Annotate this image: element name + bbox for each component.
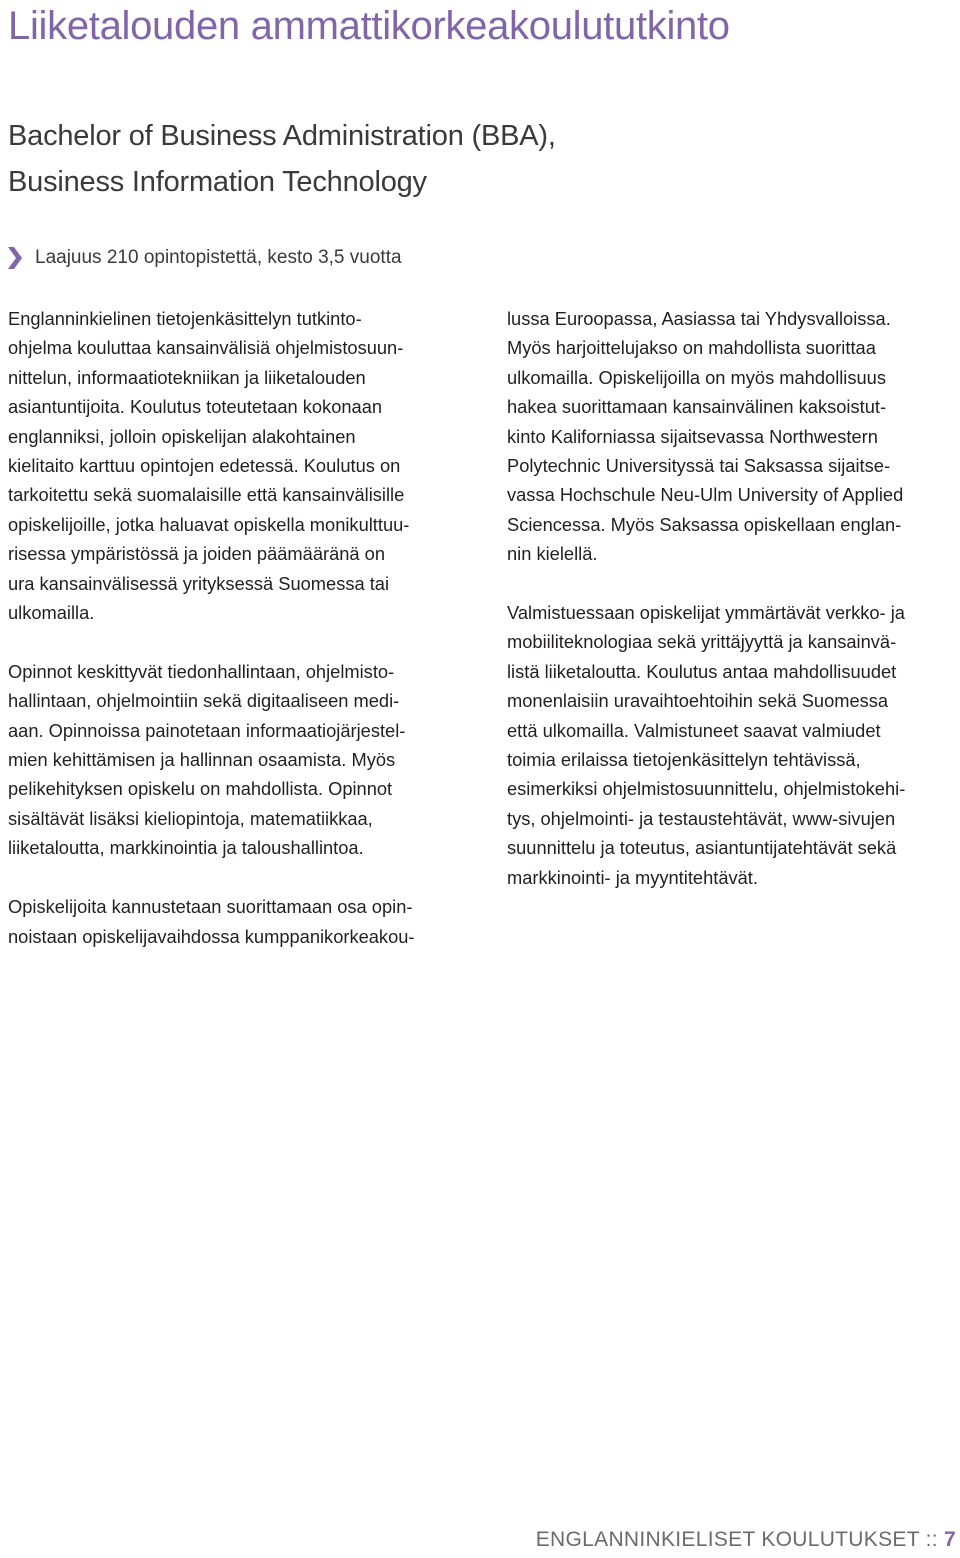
degree-subtitle: [8, 113, 556, 205]
text-line: listä liiketaloutta. Koulutus antaa mahdollisuudet: [507, 660, 897, 682]
text-line: että ulkomailla. Valmistuneet saavat valmiudet: [507, 719, 881, 741]
chevron-right-icon: [8, 247, 22, 269]
body-paragraph: [507, 304, 955, 569]
text-line: tarkoitettu sekä suomalaisille että kansainvälisille: [8, 484, 405, 506]
program-scope: [8, 243, 402, 273]
text-line: toimia erilaissa tietojenkäsittelyn tehtävissä,: [507, 749, 861, 771]
text-line: Englanninkielinen tietojenkäsittelyn tutkinto-: [8, 308, 362, 329]
text-line: hallintaan, ohjelmointiin sekä digitaaliseen medi-: [8, 690, 400, 712]
footer-section: ENGLANNINKIELISET KOULUTUKSET: [535, 1528, 920, 1551]
text-line: mobiiliteknologiaa sekä yrittäjyyttä ja kansainvä-: [507, 631, 897, 653]
subtitle-line: Business Information Technology: [8, 166, 427, 198]
text-line: suunnittelu ja toteutus, asiantuntijatehtävät sekä: [507, 837, 897, 859]
text-line: Opiskelijoita kannustetaan suorittamaan osa opin-: [8, 896, 413, 918]
text-line: ohjelma kouluttaa kansainvälisiä ohjelmistosuun-: [8, 337, 404, 359]
text-line: Opinnot keskittyvät tiedonhallintaan, ohjelmisto-: [8, 660, 395, 682]
body-paragraph: [8, 657, 466, 863]
text-line: nin kielellä.: [507, 543, 598, 565]
text-line: risessa ympäristössä ja joiden päämääränä on: [8, 543, 385, 565]
text-line: tys, ohjelmointi- ja testaustehtävät, www-sivujen: [507, 807, 896, 829]
footer-separator: ::: [925, 1528, 938, 1551]
page-title: Liiketalouden ammattikorkeakoulututkinto: [8, 4, 730, 48]
text-line: mien kehittämisen ja hallinnan osaamista. Myös: [8, 749, 396, 771]
text-line: esimerkiksi ohjelmistosuunnittelu, ohjelmistokehi-: [507, 778, 906, 800]
text-line: ulkomailla.: [8, 602, 95, 624]
text-line: lussa Euroopassa, Aasiassa tai Yhdysvalloissa.: [507, 308, 891, 329]
text-line: asiantuntijoita. Koulutus toteutetaan kokonaan: [8, 396, 383, 418]
text-line: ura kansainvälisessä yrityksessä Suomessa tai: [8, 572, 390, 594]
text-line: Myös harjoittelujakso on mahdollista suorittaa: [507, 337, 876, 359]
text-line: sisältävät lisäksi kieliopintoja, matematiikkaa,: [8, 807, 373, 829]
text-line: hakea suorittamaan kansainvälinen kaksoistut-: [507, 396, 887, 418]
text-line: aan. Opinnoissa painotetaan informaatiojärjestel-: [8, 719, 406, 741]
text-line: ulkomailla. Opiskelijoilla on myös mahdollisuus: [507, 366, 886, 388]
text-line: markkinointi- ja myyntitehtävät.: [507, 866, 758, 888]
text-line: liiketaloutta, markkinointia ja taloushallintoa.: [8, 837, 364, 859]
text-line: Sciencessa. Myös Saksassa opiskellaan englan-: [507, 513, 902, 535]
text-line: kielitaito karttuu opintojen edetessä. Koulutus on: [8, 455, 401, 477]
right-column: [507, 304, 955, 892]
text-line: Polytechnic Universityssä tai Saksassa sijaitse-: [507, 455, 891, 477]
scope-text: Laajuus 210 opintopistettä, kesto 3,5 vuotta: [35, 247, 402, 268]
text-line: opiskelijoille, jotka haluavat opiskella monikulttuu-: [8, 513, 410, 535]
text-line: kinto Kaliforniassa sijaitsevassa Northwestern: [507, 425, 878, 447]
page-footer: [536, 1525, 956, 1555]
body-paragraph: [8, 304, 466, 627]
text-line: englanniksi, jolloin opiskelijan alakohtainen: [8, 425, 356, 447]
body-paragraph: [507, 598, 955, 892]
text-line: Valmistuessaan opiskelijat ymmärtävät verkko- ja: [507, 602, 905, 624]
page-number: 7: [944, 1528, 956, 1551]
body-paragraph: [8, 892, 466, 951]
left-column: [8, 304, 466, 951]
text-line: pelikehityksen opiskelu on mahdollista. Opinnot: [8, 778, 393, 800]
text-line: monenlaisiin uravaihtoehtoihin sekä Suomessa: [507, 690, 889, 712]
text-line: noistaan opiskelijavaihdossa kumppanikorkeakou-: [8, 925, 415, 947]
text-line: nittelun, informaatiotekniikan ja liiketalouden: [8, 366, 366, 388]
text-line: vassa Hochschule Neu-Ulm University of Applied: [507, 484, 904, 506]
subtitle-line: Bachelor of Business Administration (BBA),: [8, 120, 556, 152]
